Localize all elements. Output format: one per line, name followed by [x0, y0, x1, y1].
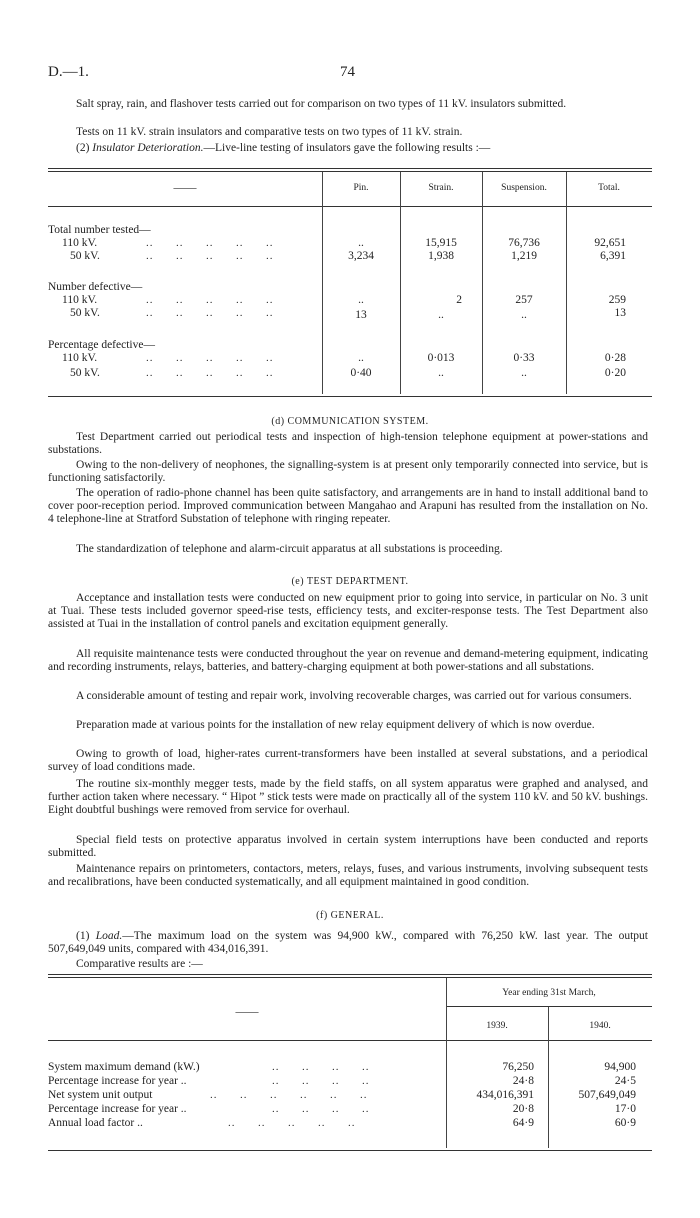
- section-e-paragraph: Special field tests on protective apparatus involved in certain system interruptions have been conducted and reports submitted.: [48, 834, 648, 859]
- table1-cell: 92,651: [594, 237, 626, 249]
- document-page: D.—1. 74 Salt spray, rain, and flashover tests carried out for comparison on two types of 11 kV. insulators submitted. Tests on 11 kV. strain insulators and comparative tests on two types of 11 kV. strain. (2) Insulator Deterioration.—Live-line testing of insulators gave the following results :— —— Pin. Strain. Suspension. Total. Total number tested— 110 kV. .. .. .. .. .. .. 15,915 76,736 92,651 50 kV. .. .. .. .. .. 3,234 1,938 1,219 6,391 Number defective— 110 kV. .. .. .. .. .. .. 2 257 259 50 kV. .. .. .. .. .. 13 .. .. 13 Percentage defective— 110 kV. .. .. .. .. .. .. 0·013 0·33 0·28 50 kV. .. .. .. .. .. 0·40 .. .. 0·20 (d) COMMUNICATION SYSTEM. Test Department carried out periodical tests and inspection of high-tension telephone equipment at power-stations and substations. Owing to the non-delivery of neophones, the signalling-system is at present only temporarily connected into service, but is functioning satisfactorily. The operation of radio-phone channel has been quite satisfactory, and arrangements are in hand to install additional band to cover poor-reception period. Improved communication between Mangahao and Arapuni has resulted from the installation on No. 4 telephone-line at Stratford Substation of telephone with ringing repeater. The standardization of telephone and alarm-circuit apparatus at all substations is proceeding. (e) TEST DEPARTMENT. Acceptance and installation tests were conducted on new equipment prior to going into service, in particular on No. 3 unit at Tuai. These tests included governor speed-rise tests, efficiency tests, and exciter-response tests. The Test Department also assisted at Tuai in the installation of control panels and excitation equipment generally. All requisite maintenance tests were conducted throughout the year on revenue and demand-metering equipment, indicating and recording instruments, relays, batteries, and battery-charging equipment at both power-stations and all substations. A considerable amount of testing and repair work, involving recoverable charges, was carried out for various consumers. Preparation made at various points for the installation of new relay equipment delivery of which is now overdue. Owing to growth of load, higher-rates current-transformers have been installed at several substations, and a periodical survey of load conditions made. The routine six-monthly megger tests, made by the field staffs, on all system apparatus were graphed and analysed, and further action taken where necessary. “ Hipot ” stick tests were made on practically all of the system 110 kV. and 50 kV. bushings. Eight doubtful bushings were removed from service for overhaul. Special field tests on protective apparatus involved in certain system interruptions have been conducted and reports submitted. Maintenance repairs on printometers, contactors, meters, relays, fuses, and various instruments, involving subsequent tests and recalibrations, have been conducted systematically, and all equipment maintained in good condition. (f) GENERAL. (1) Load.—The maximum load on the system was 94,900 kW., compared with 76,250 kW. last year. The output 507,649,049 units, compared with 434,016,391. Comparative results are :— —— Year ending 31st March, 1939. 1940. System maximum demand (kW.) .. .. .. .. 76,250 94,900 Percentage increase for year .. .. .. .. .. 24·8 24·5 Net system unit output .. .. .. .. .. .. 434,016,391 507,649,049 Percentage increase for year .. .. .. .. .. 20·8 17·0 Annual load factor .. .. .. .. .. .. 64·9 60·9: [0, 0, 700, 1218]
- table1-group-title: Percentage defective—: [48, 339, 155, 351]
- table1-cell: ..: [358, 352, 364, 364]
- table2-cell: 76,250: [502, 1061, 534, 1073]
- table1-row-label: 50 kV.: [70, 307, 100, 319]
- section-e-paragraph: Preparation made at various points for the installation of new relay equipment delivery of which is now overdue.: [76, 719, 595, 731]
- table1-header-suspension: Suspension.: [501, 183, 547, 193]
- table2-row-label: Net system unit output: [48, 1089, 153, 1101]
- table2-cell: 17·0: [614, 1103, 636, 1115]
- table2-year-1940: 1940.: [589, 1021, 611, 1031]
- section-e-heading: (e) TEST DEPARTMENT.: [291, 576, 409, 587]
- table2-cell: 24·8: [512, 1075, 534, 1087]
- table2-row-label: System maximum demand (kW.): [48, 1061, 200, 1073]
- table1-cell: ..: [521, 367, 527, 379]
- section-d-paragraph: Test Department carried out periodical tests and inspection of high-tension telephone equipment at power-stations and substations.: [48, 431, 648, 456]
- table1-header-total: Total.: [598, 183, 620, 193]
- intro-p3-text: —Live-line testing of insulators gave the following results :—: [203, 142, 491, 154]
- table1-cell: 1,219: [511, 250, 537, 262]
- section-e-paragraph: A considerable amount of testing and repair work, involving recoverable charges, was carried out for various consumers.: [76, 690, 632, 702]
- section-d-paragraph: The operation of radio-phone channel has been quite satisfactory, and arrangements are in hand to install additional band to cover poor-reception period. Improved communication between Mangahao and Arapuni has resulted from the installation on No. 4 telephone-line at Stratford Substation of telephone with ringing repeater.: [48, 487, 648, 525]
- table1-cell: 13: [614, 307, 626, 319]
- table2-cell: 94,900: [604, 1061, 636, 1073]
- table1-cell: 259: [608, 294, 626, 306]
- comparative-intro: Comparative results are :—: [76, 958, 203, 970]
- table2-cell: 434,016,391: [476, 1089, 534, 1101]
- table1-cell: 76,736: [508, 237, 540, 249]
- table1-group-title: Number defective—: [48, 281, 143, 293]
- load-number: (1): [76, 930, 90, 942]
- table2-cell: 24·5: [614, 1075, 636, 1087]
- table1-cell: ..: [358, 294, 364, 306]
- table1-cell: 257: [515, 294, 533, 306]
- table1-row-label: 50 kV.: [70, 367, 100, 379]
- table1-cell: ..: [521, 309, 527, 321]
- section-f-load-paragraph: [48, 930, 648, 956]
- load-italic: Load.: [95, 930, 123, 942]
- section-e-paragraph: Maintenance repairs on printometers, contactors, meters, relays, fuses, and various instruments, involving subsequent tests and recalibrations, have been conducted systematically, and all equipment maintained in good condition.: [48, 863, 648, 888]
- intro-paragraph-3: [48, 142, 648, 155]
- table1-cell: 0·013: [427, 352, 455, 364]
- table1-header-pin: Pin.: [353, 183, 369, 193]
- table1-cell: ..: [438, 367, 444, 379]
- table1-cell: 13: [355, 309, 367, 321]
- table2-row-label: Percentage increase for year ..: [48, 1075, 187, 1087]
- table2-row-label: Annual load factor ..: [48, 1117, 143, 1129]
- table2-year-1939: 1939.: [486, 1021, 508, 1031]
- table1-corner: ——: [173, 182, 197, 194]
- table2-group-header: Year ending 31st March,: [502, 988, 596, 998]
- load-text: —The maximum load on the system was 94,900 kW., compared with 76,250 kW. last year. The output 507,649,049 units, compared with 434,016,391.: [48, 930, 648, 955]
- table2-row-label: Percentage increase for year ..: [48, 1103, 187, 1115]
- table1-cell: 0·33: [513, 352, 535, 364]
- table2-corner: ——: [235, 1006, 259, 1018]
- table1-cell: ..: [358, 237, 364, 249]
- section-d-paragraph: Owing to the non-delivery of neophones, the signalling-system is at present only temporarily connected into service, but is functioning satisfactorily.: [48, 459, 648, 484]
- intro-paragraph-1: Salt spray, rain, and flashover tests carried out for comparison on two types of 11 kV. insulators submitted.: [76, 98, 567, 110]
- table1-header-strain: Strain.: [428, 183, 454, 193]
- section-e-paragraph: All requisite maintenance tests were conducted throughout the year on revenue and demand-metering equipment, indicating and recording instruments, relays, batteries, and battery-charging equipment at both power-stations and all substations.: [48, 648, 648, 673]
- section-e-paragraph: Acceptance and installation tests were conducted on new equipment prior to going into service, in particular on No. 3 unit at Tuai. These tests included governor speed-rise tests, efficiency tests, and exciter-response tests. The Test Department also assisted at Tuai in the installation of control panels and excitation equipment generally.: [48, 592, 648, 630]
- table1-row-label: 110 kV.: [62, 294, 98, 306]
- table1-cell: 1,938: [428, 250, 454, 262]
- document-code: D.—1.: [48, 64, 89, 80]
- section-e-paragraph: Owing to growth of load, higher-rates current-transformers have been installed at several substations, and a periodical survey of load conditions made.: [48, 748, 648, 773]
- intro-paragraph-2: Tests on 11 kV. strain insulators and comparative tests on two types of 11 kV. strain.: [76, 126, 463, 138]
- section-f-heading: (f) GENERAL.: [316, 910, 384, 921]
- table1-cell: 0·40: [350, 367, 372, 379]
- table1-cell: 3,234: [348, 250, 374, 262]
- intro-p3-number: (2): [76, 142, 90, 154]
- page-number: 74: [340, 64, 355, 80]
- table1-group-title: Total number tested—: [48, 224, 151, 236]
- table1-row-label: 50 kV.: [70, 250, 100, 262]
- table2-cell: 20·8: [512, 1103, 534, 1115]
- section-d-heading: (d) COMMUNICATION SYSTEM.: [271, 416, 429, 427]
- table1-cell: 0·20: [604, 367, 626, 379]
- table1-cell: 0·28: [604, 352, 626, 364]
- table1-cell: ..: [438, 309, 444, 321]
- section-e-paragraph: The routine six-monthly megger tests, made by the field staffs, on all system apparatus were graphed and analysed, and further action taken where necessary. “ Hipot ” stick tests were made on practically all of the system 110 kV. and 50 kV. bushings. Eight doubtful bushings were removed from service for overhaul.: [48, 778, 648, 816]
- table1-cell: 15,915: [425, 237, 457, 249]
- table2-cell: 60·9: [614, 1117, 636, 1129]
- table2-cell: 507,649,049: [578, 1089, 636, 1101]
- table1-cell: 2: [456, 294, 462, 306]
- table1-row-label: 110 kV.: [62, 352, 98, 364]
- table2-cell: 64·9: [512, 1117, 534, 1129]
- intro-p3-italic: Insulator Deterioration.: [92, 142, 204, 154]
- table1-row-label: 110 kV.: [62, 237, 98, 249]
- table1-cell: 6,391: [600, 250, 626, 262]
- section-d-paragraph: The standardization of telephone and alarm-circuit apparatus at all substations is proceeding.: [76, 543, 503, 555]
